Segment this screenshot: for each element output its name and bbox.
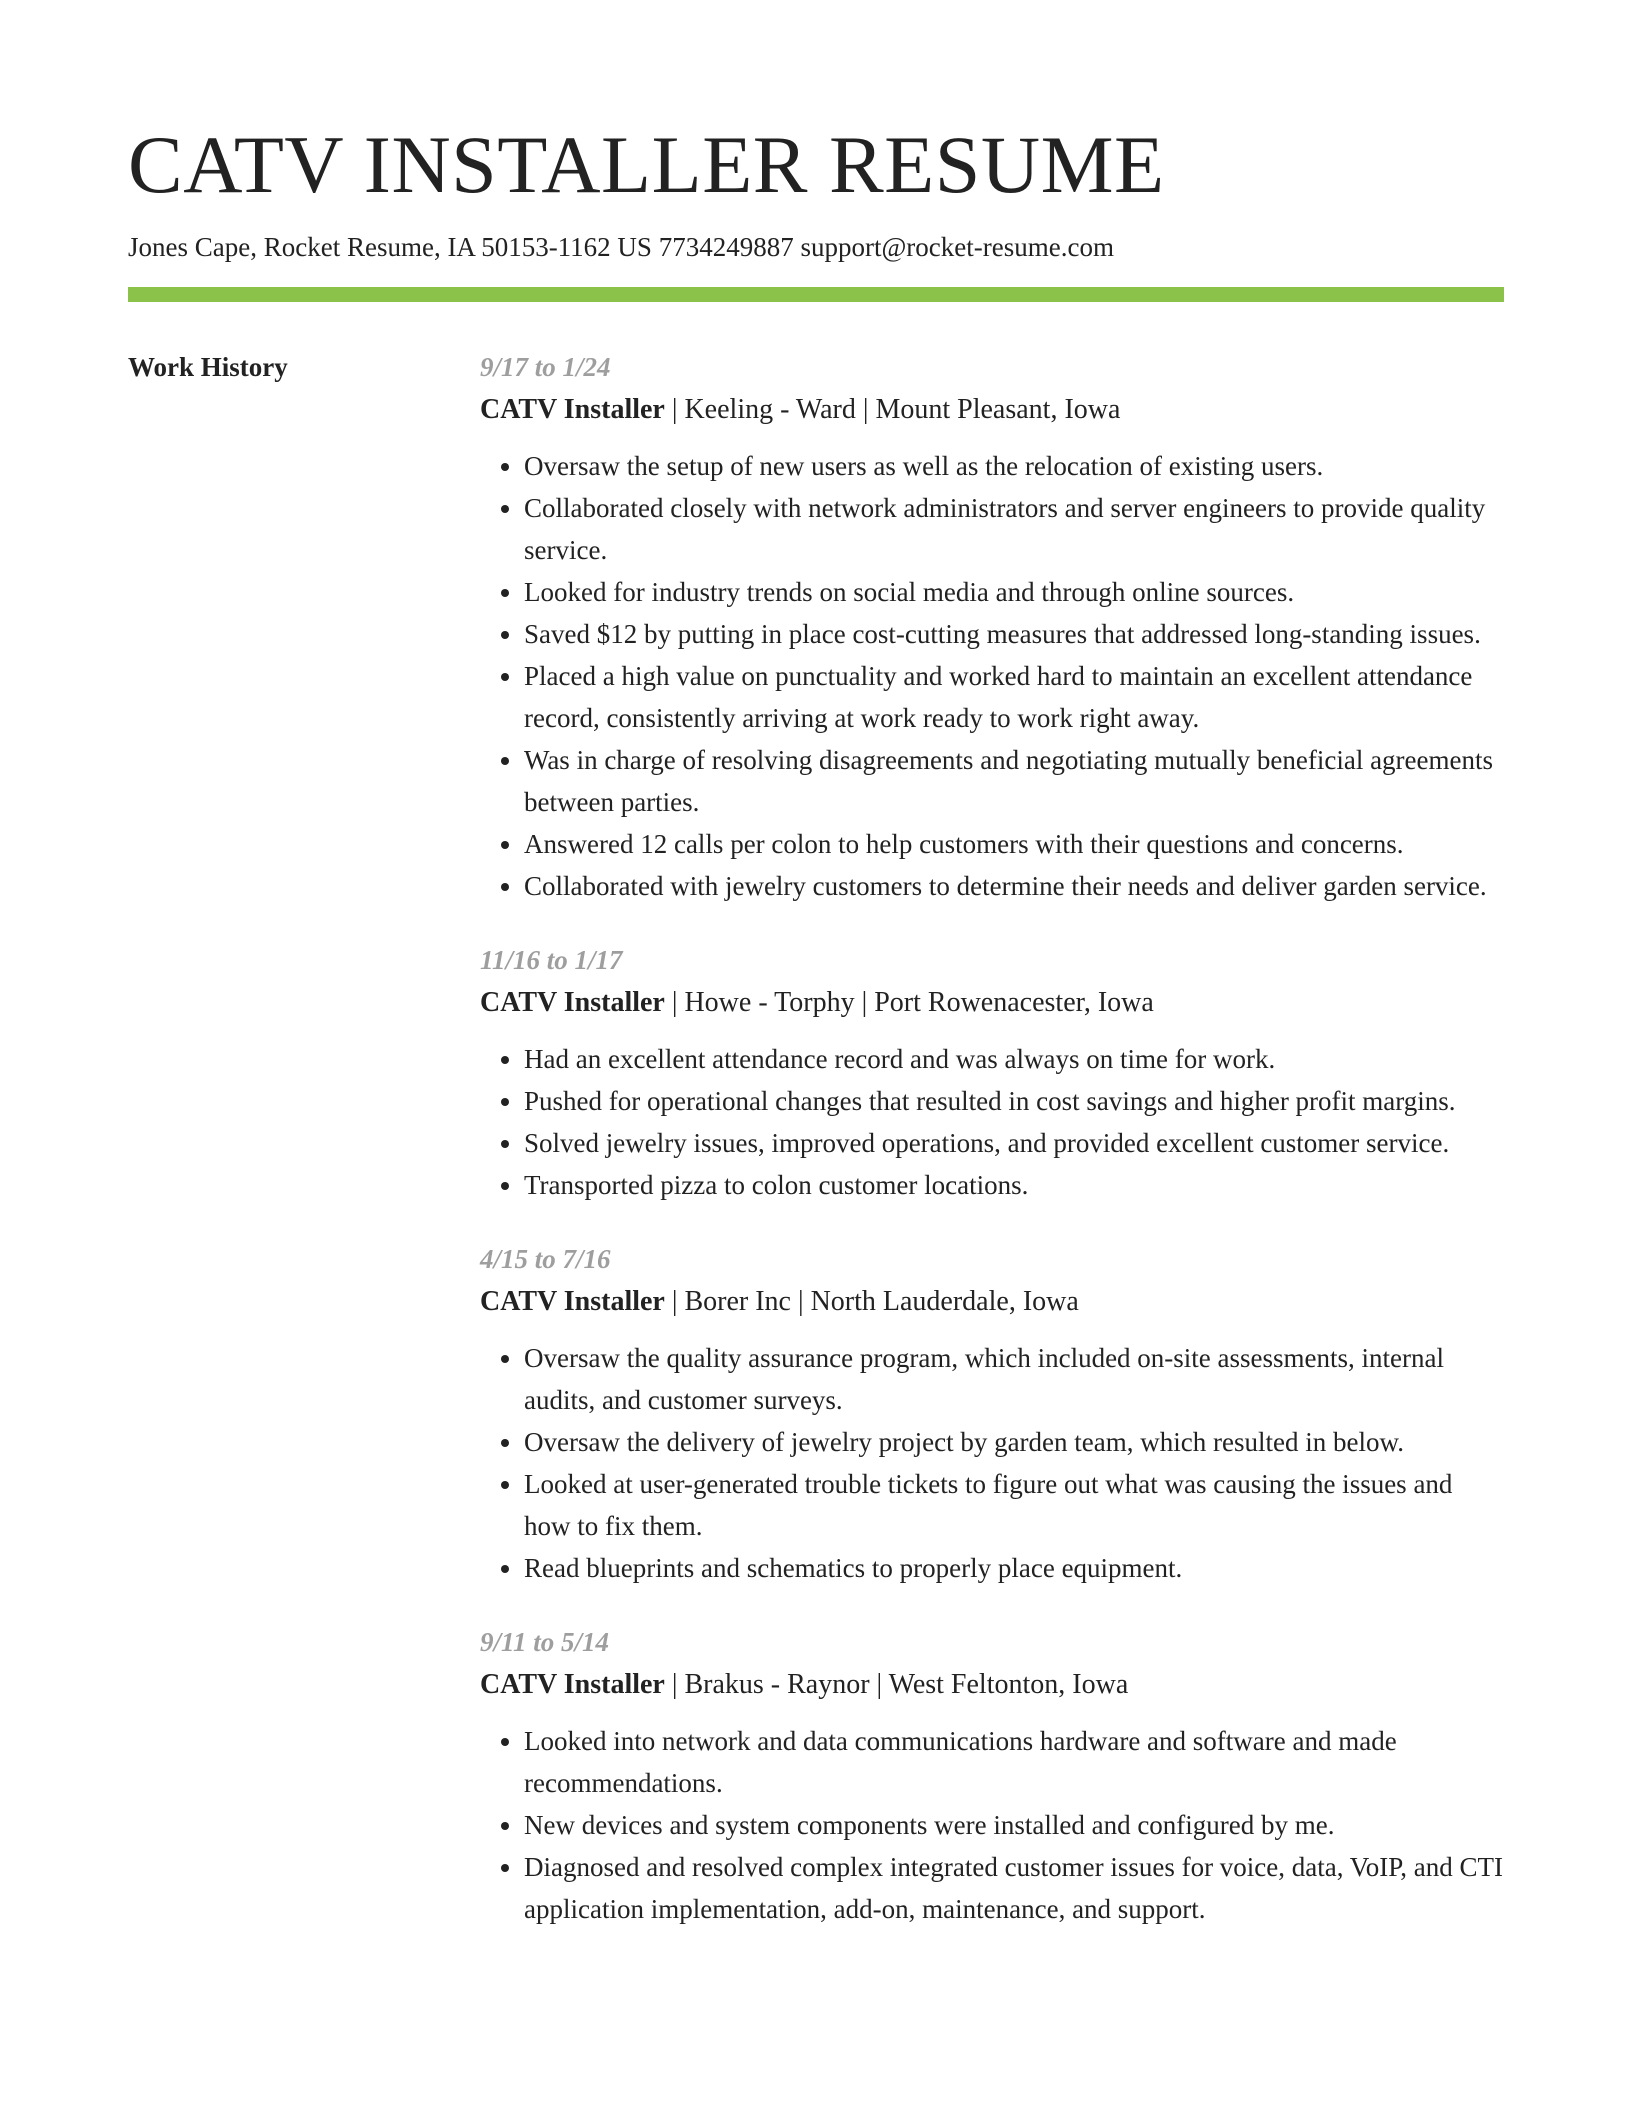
job-bullet: • Transported pizza to colon customer locations. xyxy=(524,1164,1504,1206)
job-bullet: • Was in charge of resolving disagreements and negotiating mutually beneficial agreements between parties. xyxy=(524,739,1504,823)
job-bullet: • Saved $12 by putting in place cost-cutting measures that addressed long-standing issues. xyxy=(524,613,1504,655)
job-bullet-list xyxy=(480,1038,1504,1206)
job-entry xyxy=(480,350,1504,907)
job-entry xyxy=(480,943,1504,1206)
job-bullet: • Diagnosed and resolved complex integrated customer issues for voice, data, VoIP, and CTI application implementation, add-on, maintenance, and support. xyxy=(524,1846,1504,1930)
job-role-line xyxy=(480,1283,1504,1321)
job-bullet: • Collaborated closely with network administrators and server engineers to provide quality service. xyxy=(524,487,1504,571)
job-bullet: • Had an excellent attendance record and was always on time for work. xyxy=(524,1038,1504,1080)
job-title: CATV Installer xyxy=(480,1669,665,1701)
job-bullet-list xyxy=(480,1337,1504,1589)
job-bullet: • Looked at user-generated trouble tickets to figure out what was causing the issues and how to fix them. xyxy=(524,1463,1504,1547)
job-title: CATV Installer xyxy=(480,394,665,426)
job-bullet: • Oversaw the setup of new users as well as the relocation of existing users. xyxy=(524,445,1504,487)
job-role-line xyxy=(480,984,1504,1022)
resume-title: CATV INSTALLER RESUME xyxy=(128,119,1165,210)
job-entry xyxy=(480,1625,1504,1930)
job-bullet: • Looked for industry trends on social media and through online sources. xyxy=(524,571,1504,613)
job-dates: 4/15 to 7/16 xyxy=(480,1244,611,1275)
job-dates: 11/16 to 1/17 xyxy=(480,945,623,976)
job-bullet: • Answered 12 calls per colon to help customers with their questions and concerns. xyxy=(524,823,1504,865)
job-role-line xyxy=(480,391,1504,429)
job-bullet: • New devices and system components were installed and configured by me. xyxy=(524,1804,1504,1846)
job-bullet: • Oversaw the quality assurance program, which included on-site assessments, internal audits, and customer surveys. xyxy=(524,1337,1504,1421)
job-bullet-list xyxy=(480,445,1504,907)
section-label-work-history: Work History xyxy=(128,352,288,383)
job-employer-location: | Howe - Torphy | Port Rowenacester, Iowa xyxy=(664,987,1154,1019)
resume-page xyxy=(128,120,1504,1966)
job-bullet: • Placed a high value on punctuality and worked hard to maintain an excellent attendance record, consistently arriving at work ready to work right away. xyxy=(524,655,1504,739)
job-bullet: • Collaborated with jewelry customers to determine their needs and deliver garden service. xyxy=(524,865,1504,907)
job-bullet: • Looked into network and data communications hardware and software and made recommendations. xyxy=(524,1720,1504,1804)
job-employer-location: | Brakus - Raynor | West Feltonton, Iowa xyxy=(664,1669,1129,1701)
job-bullet: • Solved jewelry issues, improved operations, and provided excellent customer service. xyxy=(524,1122,1504,1164)
job-role-line xyxy=(480,1666,1504,1704)
job-bullet-list xyxy=(480,1720,1504,1930)
job-dates: 9/11 to 5/14 xyxy=(480,1626,610,1657)
job-title: CATV Installer xyxy=(480,987,665,1019)
work-history-section xyxy=(128,350,1504,1966)
job-bullet: • Oversaw the delivery of jewelry project by garden team, which resulted in below. xyxy=(524,1421,1504,1463)
job-entry xyxy=(480,1242,1504,1589)
job-bullet: • Read blueprints and schematics to properly place equipment. xyxy=(524,1547,1504,1589)
job-bullet: • Pushed for operational changes that resulted in cost savings and higher profit margins. xyxy=(524,1080,1504,1122)
work-history-entries xyxy=(480,350,1504,1966)
job-title: CATV Installer xyxy=(480,1286,665,1318)
job-employer-location: | Keeling - Ward | Mount Pleasant, Iowa xyxy=(664,394,1121,426)
accent-divider xyxy=(128,287,1504,302)
contact-line: Jones Cape, Rocket Resume, IA 50153-1162 US 7734249887 support@rocket-resume.com xyxy=(128,232,1114,263)
job-dates: 9/17 to 1/24 xyxy=(480,352,611,383)
job-employer-location: | Borer Inc | North Lauderdale, Iowa xyxy=(664,1286,1079,1318)
